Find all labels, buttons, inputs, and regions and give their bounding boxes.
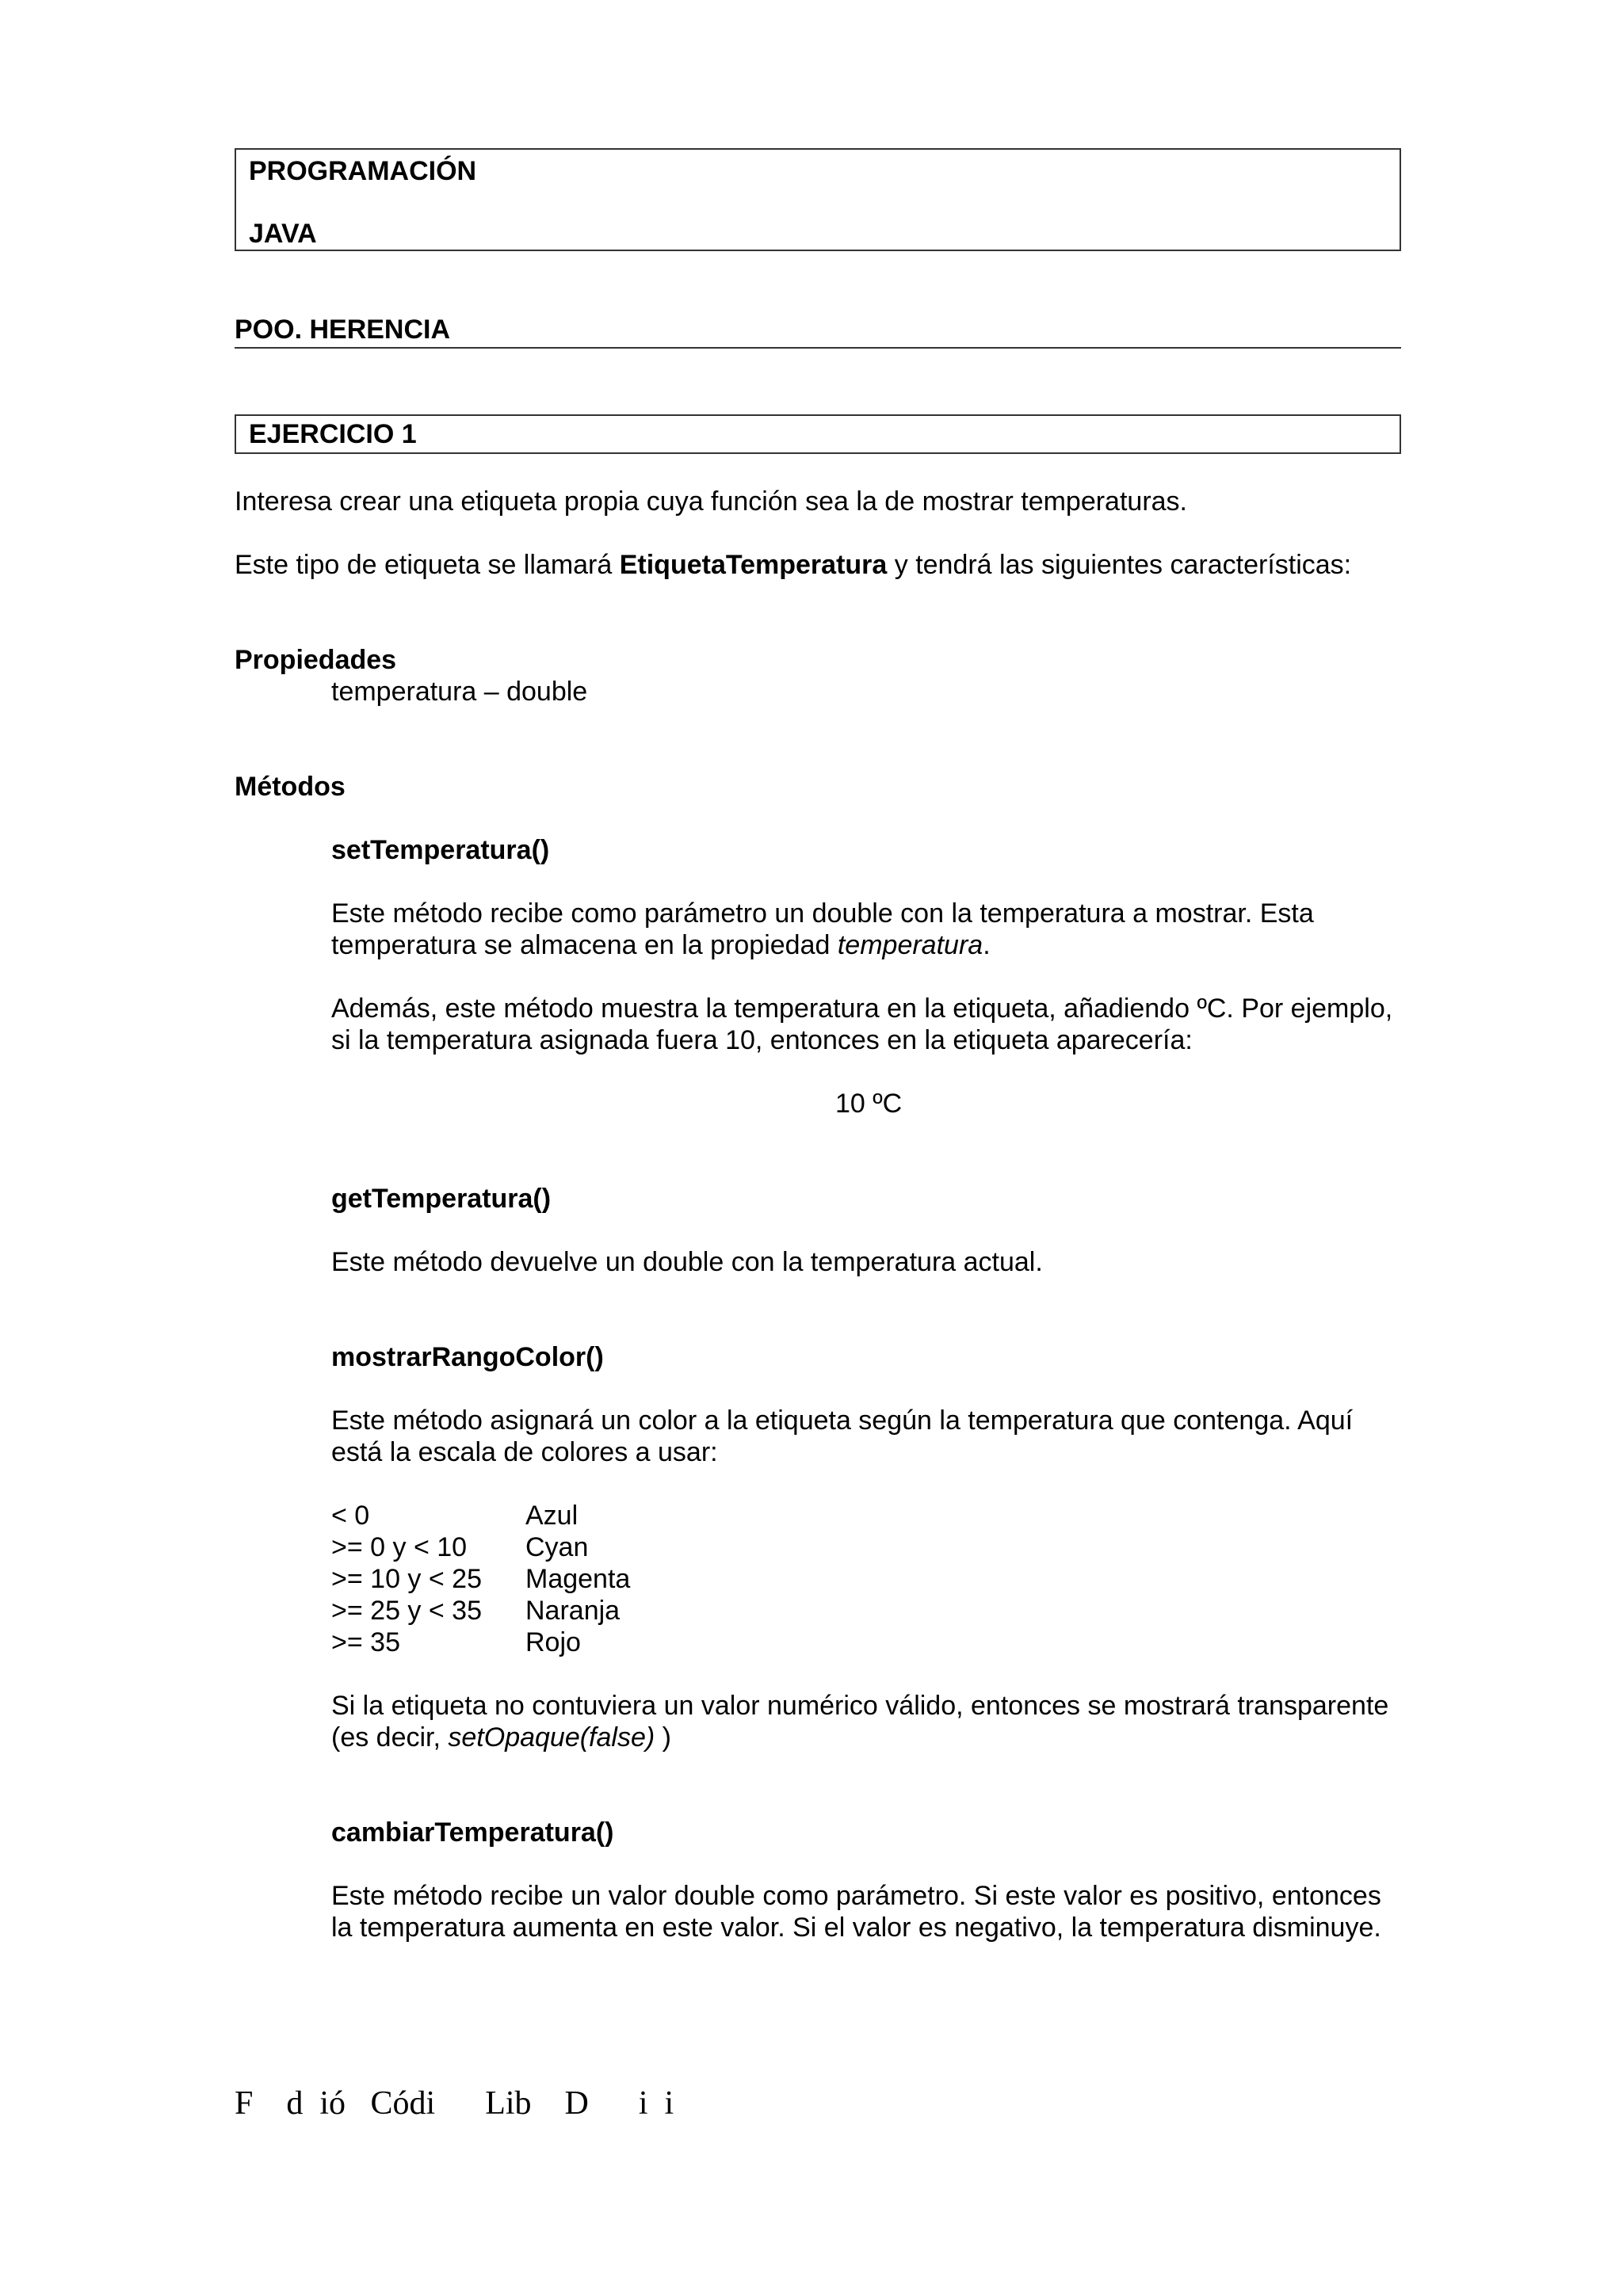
scale-color: Magenta [525,1564,631,1594]
methods-heading: Métodos [235,772,346,802]
section-title [235,314,1401,349]
transparent-note-text: Si la etiqueta no contuviera un valor numérico válido, entonces se mostrará transparente (es decir, [331,1691,1389,1753]
scale-color: Naranja [525,1596,621,1626]
class-name-etiquetatemperatura: EtiquetaTemperatura [619,550,888,580]
color-scale-row [331,1563,1403,1595]
mostrarrangocolor-description: Este método asignará un color a la etiqueta según la temperatura que contenga. Aquí está la escala de colores a usar: [331,1405,1354,1467]
mostrarrangocolor-transparent-note [331,1690,1403,1753]
section-title-text: POO. HERENCIA [235,315,451,345]
scale-condition: < 0 [331,1501,370,1531]
method-name-mostrarrangocolor: mostrarRangoColor() [331,1342,604,1372]
color-scale-table [331,1500,1403,1658]
scale-color: Rojo [525,1627,581,1657]
scale-color: Azul [525,1501,579,1531]
intro-p2-after: y tendrá las siguientes características: [887,550,1352,580]
color-scale-row [331,1531,1403,1563]
document-header-box [235,148,1401,251]
transparent-note-end: ) [655,1722,671,1753]
intro-paragraph-1: Interesa crear una etiqueta propia cuya función sea la de mostrar temperaturas. [235,486,1188,517]
scale-color: Cyan [525,1532,589,1562]
cambiartemperatura-description: Este método recibe un valor double como parámetro. Si este valor es positivo, entonces la temperatura aumenta en este valor. Si el valor es negativo, la temperatura disminuye. [331,1881,1381,1943]
scale-condition: >= 35 [331,1627,400,1657]
exercise-title: EJERCICIO 1 [249,419,417,449]
method-name-gettemperatura: getTemperatura() [331,1184,552,1214]
settemperatura-desc-property: temperatura [837,930,983,960]
gettemperatura-description: Este método devuelve un double con la temperatura actual. [331,1247,1043,1277]
scale-condition: >= 0 y < 10 [331,1532,468,1562]
color-scale-row [331,1500,1403,1531]
settemperatura-desc-end: . [983,930,991,960]
header-course-title: PROGRAMACIÓN [249,156,477,186]
color-scale-row [331,1627,1403,1658]
properties-heading: Propiedades [235,645,397,675]
temperature-example: 10 ºC [835,1089,903,1119]
settemperatura-desc-text: Este método recibe como parámetro un double con la temperatura a mostrar. Esta temperatura se almacena en la propiedad [331,898,1314,960]
intro-p2-before: Este tipo de etiqueta se llamará [235,550,620,580]
method-name-settemperatura: setTemperatura() [331,835,550,865]
color-scale-row [331,1595,1403,1627]
property-temperatura: temperatura – double [331,677,588,707]
scale-condition: >= 25 y < 35 [331,1596,482,1626]
header-language: JAVA [249,219,317,249]
settemperatura-display-description: Además, este método muestra la temperatura en la etiqueta, añadiendo ºC. Por ejemplo, si la temperatura asignada fuera 10, entonces en la etiqueta aparecería: [331,994,1393,1055]
exercise-title-box [235,414,1401,454]
page-footer: F d ió Códi Lib D i i [235,2085,674,2122]
settemperatura-description [331,898,1403,961]
scale-condition: >= 10 y < 25 [331,1564,482,1594]
method-name-cambiartemperatura: cambiarTemperatura() [331,1817,614,1848]
intro-paragraph-2 [235,549,1401,581]
transparent-note-code: setOpaque(false) [448,1722,655,1753]
